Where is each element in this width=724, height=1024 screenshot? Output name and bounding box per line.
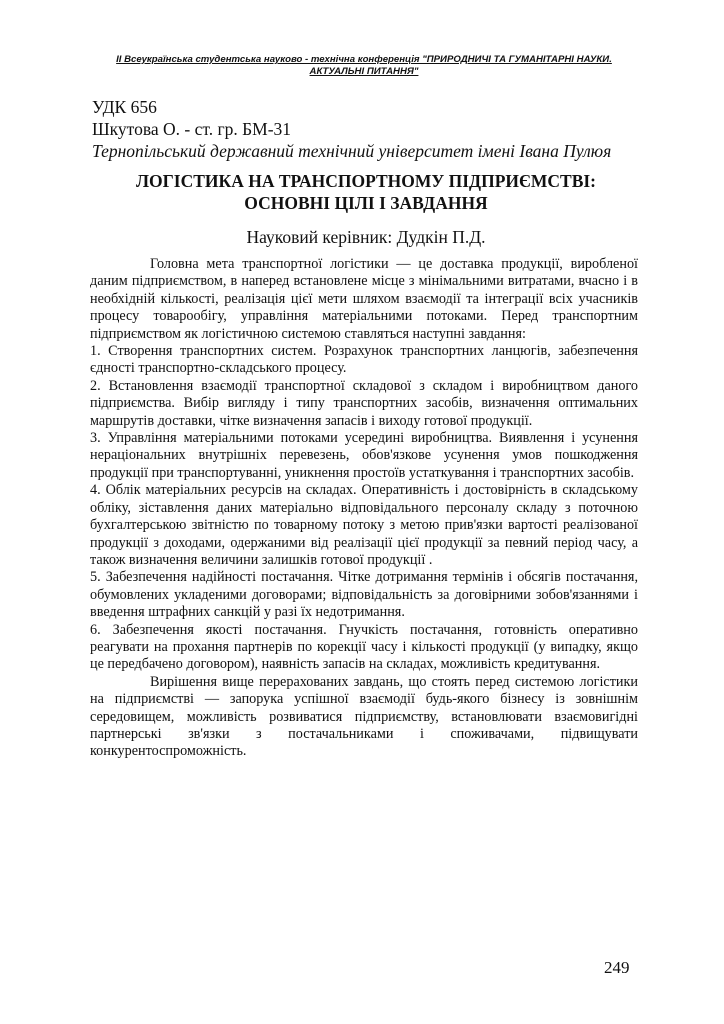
task-item-4: 4. Облік матеріальних ресурсів на складах. Оперативність і достовірність в складському обліку, зіставлення даних матеріально відповідального персоналу складу з поточною бухгалтерською звітністю по товарному потоку з метою прив'язки вартості реалізованої продукції з доходами, одержаними від реалізації цієї продукції за певний період часу, а також визначення величини залишків готової продукції .	[90, 482, 638, 568]
task-item-5: 5. Забезпечення надійності постачання. Чітке дотримання термінів і обсягів постачання, обумовлених укладеними договорами; відповідальність за договірними зобов'язаннями і введення штрафних санкцій у разі їх недотримання.	[90, 569, 638, 621]
udk-code: УДК 656	[92, 97, 157, 117]
task-item-3: 3. Управління матеріальними потоками усередині виробництва. Виявлення і усунення нераціональних внутрішніх перевезень, обов'язкове усунення умов пошкодження продукції при транспортуванні, уникнення простоїв устаткування і транспортних засобів.	[90, 430, 638, 481]
article-body	[90, 256, 638, 761]
institution: Тернопільський державний технічний університет імені Івана Пулюя	[92, 141, 612, 161]
scientific-advisor: Науковий керівник: Дудкін П.Д.	[246, 227, 486, 247]
article-title: ЛОГІСТИКА НА ТРАНСПОРТНОМУ ПІДПРИЄМСТВІ: ОСНОВНІ ЦІЛІ І ЗАВДАННЯ	[136, 171, 596, 213]
task-item-2: 2. Встановлення взаємодії транспортної складової з складом і виробництвом даного підприємства. Вибір вигляду і типу транспортних засобів, визначення оптимальних маршрутів доставки, чітке визначення запасів і виходу готової продукції.	[90, 377, 638, 429]
task-item-1: 1. Створення транспортних систем. Розрахунок транспортних ланцюгів, забезпечення єдності транспортно-складського процесу.	[90, 343, 638, 377]
conclusion-paragraph: Вирішення вище перерахованих завдань, що стоять перед системою логістики на підприємстві — запорука успішної взаємодії будь-якого бізнесу із зовнішнім середовищем, можливість розвиватися підприємству, встановлювати взаємовигідні партнерські зв'язки з постачальниками і споживачами, підвищувати конкурентоспроможність.	[90, 673, 638, 760]
author-line: Шкутова О. - ст. гр. БМ-31	[92, 119, 292, 139]
intro-paragraph: Головна мета транспортної логістики — це доставка продукції, виробленої даним підприємством, в наперед встановлене місце з мінімальними витратами, вчасно і в необхідній кількості, реалізація цієї мети шляхом взаємодії та інтеграції всіх учасників процесу товарообігу, управління матеріальними потоками. Перед транспортним підприємством як логістичною системою ставляться наступні завдання:	[90, 256, 638, 342]
article-meta	[92, 96, 652, 162]
page-number: 249	[604, 958, 630, 977]
conference-header: II Всеукраїнська студентська науково - технічна конференція "ПРИРОДНИЧІ ТА ГУМАНІТАРНІ НАУКИ. АКТУАЛЬНІ ПИТАННЯ"	[116, 54, 612, 77]
task-item-6: 6. Забезпечення якості постачання. Гнучкість постачання, готовність оперативно реагувати на прохання партнерів по корекції часу і кількості продукції (у випадку, якщо це передбачено договором), наявність запасів на складах, можливість кредитування.	[90, 621, 638, 673]
